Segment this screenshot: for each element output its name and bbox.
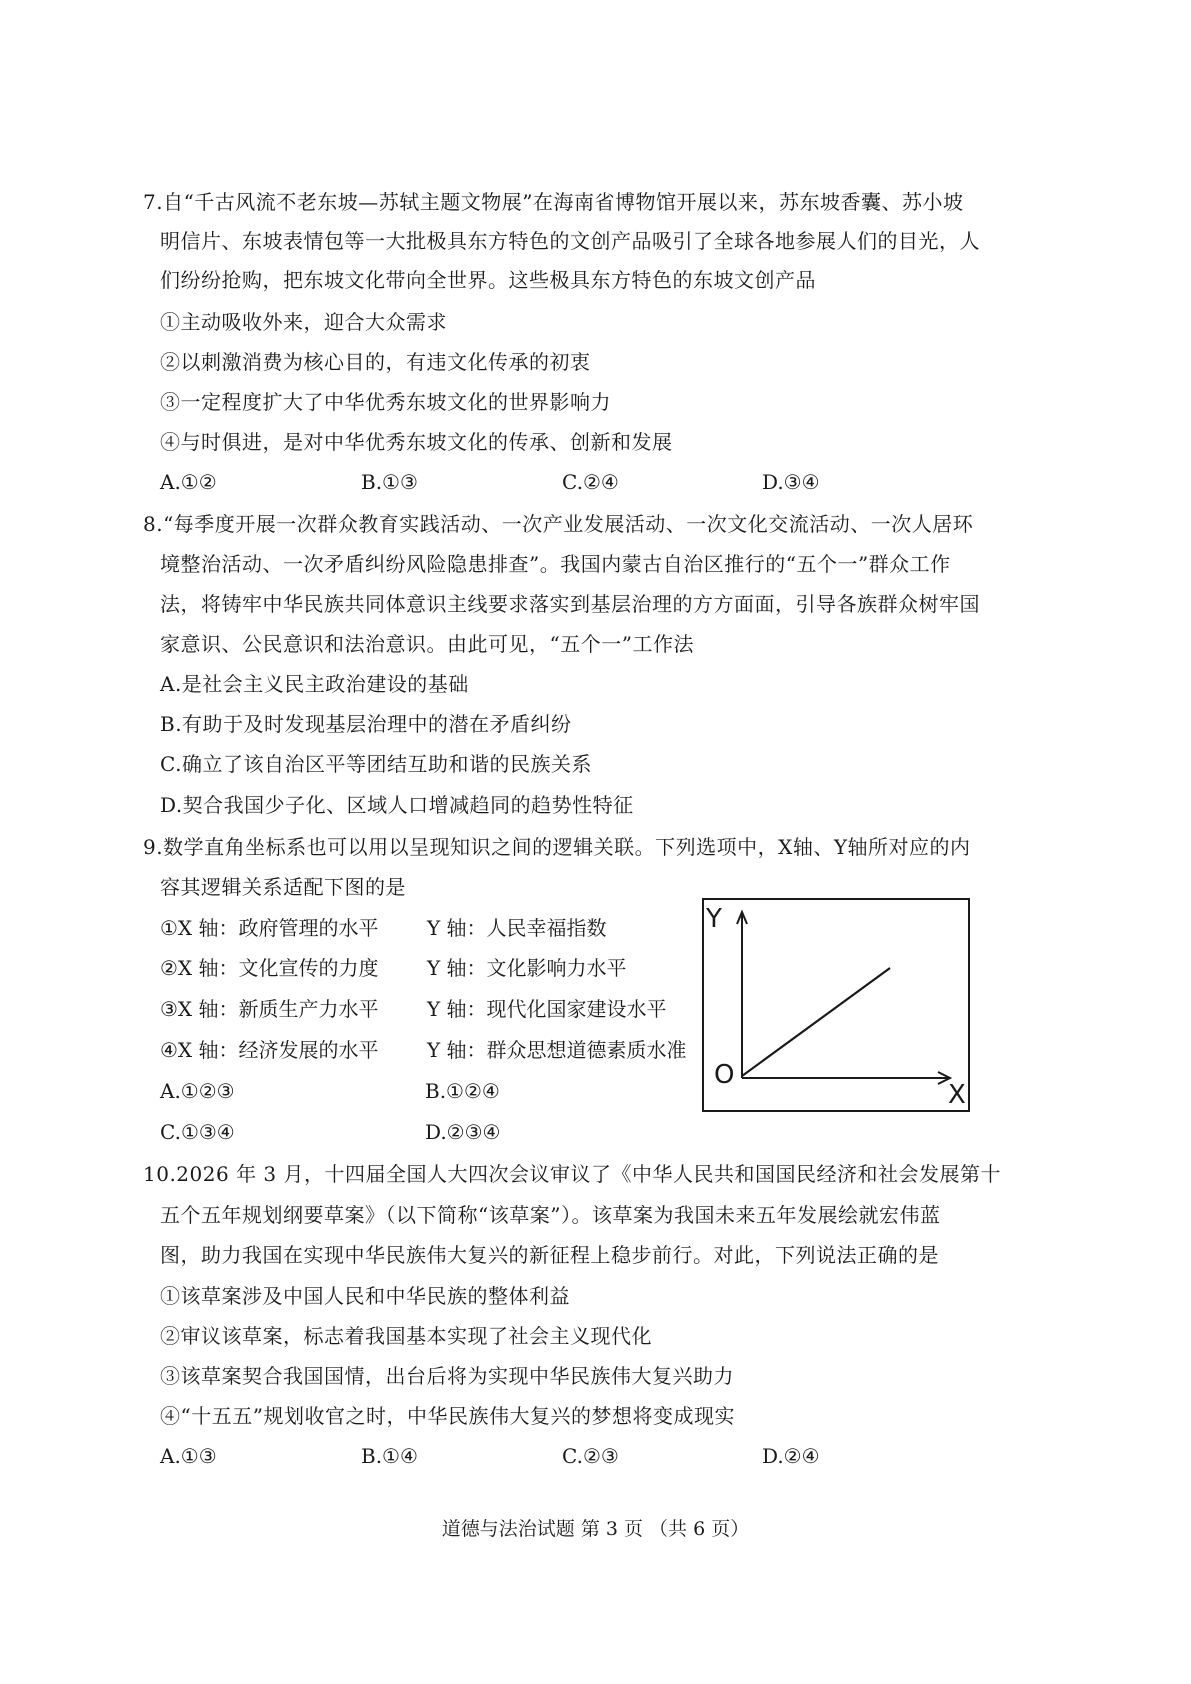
origin-label: O bbox=[714, 1060, 735, 1090]
q8-stem-line-2: 境整治活动、一次矛盾纠纷风险隐患排查”。我国内蒙古自治区推行的“五个一”群众工作 bbox=[160, 552, 951, 576]
q7-option-c: C.②④ bbox=[562, 470, 619, 494]
rising-line bbox=[742, 968, 890, 1076]
q10-option-d: D.②④ bbox=[762, 1444, 820, 1468]
q9-item-1-y: Y 轴：人民幸福指数 bbox=[427, 916, 607, 940]
q9-item-2-x: ②X 轴：文化宣传的力度 bbox=[160, 956, 379, 980]
q10-stem-line-1: 10.2026 年 3 月，十四届全国人大四次会议审议了《中华人民共和国国民经济和社会发展第十 bbox=[143, 1162, 1002, 1186]
q7-option-b: B.①③ bbox=[361, 470, 418, 494]
q7-item-4: ④与时俱进，是对中华优秀东坡文化的传承、创新和发展 bbox=[160, 430, 673, 454]
q7-stem-line-2: 明信片、东坡表情包等一大批极具东方特色的文创产品吸引了全球各地参展人们的目光，人 bbox=[160, 229, 980, 253]
q10-option-c: C.②③ bbox=[562, 1444, 619, 1468]
q8-option-c: C.确立了该自治区平等团结互助和谐的民族关系 bbox=[160, 752, 592, 776]
q8-option-d: D.契合我国少子化、区域人口增减趋同的趋势性特征 bbox=[160, 793, 634, 817]
q9-item-3-x: ③X 轴：新质生产力水平 bbox=[160, 997, 379, 1021]
q7-stem-line-1: 7.自“千古风流不老东坡—苏轼主题文物展”在海南省博物馆开展以来，苏东坡香囊、苏小坡 bbox=[143, 190, 964, 214]
q9-stem-line-2: 容其逻辑关系适配下图的是 bbox=[160, 875, 406, 899]
x-axis-label: X bbox=[948, 1080, 966, 1110]
q10-item-4: ④“十五五”规划收官之时，中华民族伟大复兴的梦想将变成现实 bbox=[160, 1404, 735, 1428]
q7-option-d: D.③④ bbox=[762, 470, 820, 494]
q9-option-a: A.①②③ bbox=[160, 1079, 235, 1103]
q10-stem-line-3: 图，助力我国在实现中华民族伟大复兴的新征程上稳步前行。对此，下列说法正确的是 bbox=[160, 1243, 939, 1267]
q10-option-a: A.①③ bbox=[160, 1444, 217, 1468]
q9-item-2-y: Y 轴：文化影响力水平 bbox=[427, 956, 627, 980]
q8-option-b: B.有助于及时发现基层治理中的潜在矛盾纠纷 bbox=[160, 712, 572, 736]
q9-stem-line-1: 9.数学直角坐标系也可以用以呈现知识之间的逻辑关联。下列选项中，X轴、Y轴所对应的内 bbox=[143, 835, 971, 859]
q7-item-2: ②以刺激消费为核心目的，有违文化传承的初衷 bbox=[160, 350, 591, 374]
page-footer: 道德与法治试题 第 3 页 （共 6 页） bbox=[441, 1518, 750, 1540]
q9-option-c: C.①③④ bbox=[160, 1120, 235, 1144]
q7-option-a: A.①② bbox=[160, 470, 217, 494]
q8-stem-line-3: 法，将铸牢中华民族共同体意识主线要求落实到基层治理的方方面面，引导各族群众树牢国 bbox=[160, 592, 980, 616]
q9-item-3-y: Y 轴：现代化国家建设水平 bbox=[427, 997, 667, 1021]
q10-item-2: ②审议该草案，标志着我国基本实现了社会主义现代化 bbox=[160, 1324, 652, 1348]
q9-option-d: D.②③④ bbox=[425, 1120, 501, 1144]
q8-stem-line-4: 家意识、公民意识和法治意识。由此可见，“五个一”工作法 bbox=[160, 632, 694, 656]
q9-item-1-x: ①X 轴：政府管理的水平 bbox=[160, 916, 379, 940]
q7-stem-line-3: 们纷纷抢购，把东坡文化带向全世界。这些极具东方特色的东坡文创产品 bbox=[160, 268, 816, 292]
y-axis-label: Y bbox=[706, 904, 722, 934]
q10-stem-line-2: 五个五年规划纲要草案》（以下简称“该草案”）。该草案为我国未来五年发展绘就宏伟蓝 bbox=[160, 1203, 941, 1227]
q7-item-3: ③一定程度扩大了中华优秀东坡文化的世界影响力 bbox=[160, 390, 611, 414]
q7-item-1: ①主动吸收外来，迎合大众需求 bbox=[160, 310, 447, 334]
q9-graph-svg bbox=[704, 900, 968, 1110]
q8-stem-line-1: 8.“每季度开展一次群众教育实践活动、一次产业发展活动、一次文化交流活动、一次人居环 bbox=[143, 512, 974, 536]
q10-item-1: ①该草案涉及中国人民和中华民族的整体利益 bbox=[160, 1284, 570, 1308]
q8-option-a: A.是社会主义民主政治建设的基础 bbox=[160, 672, 469, 696]
q10-option-b: B.①④ bbox=[361, 1444, 418, 1468]
q9-option-b: B.①②④ bbox=[425, 1079, 500, 1103]
q9-item-4-y: Y 轴：群众思想道德素质水准 bbox=[427, 1038, 687, 1062]
q10-item-3: ③该草案契合我国国情，出台后将为实现中华民族伟大复兴助力 bbox=[160, 1364, 734, 1388]
q9-coordinate-figure bbox=[702, 898, 970, 1112]
q9-item-4-x: ④X 轴：经济发展的水平 bbox=[160, 1038, 379, 1062]
